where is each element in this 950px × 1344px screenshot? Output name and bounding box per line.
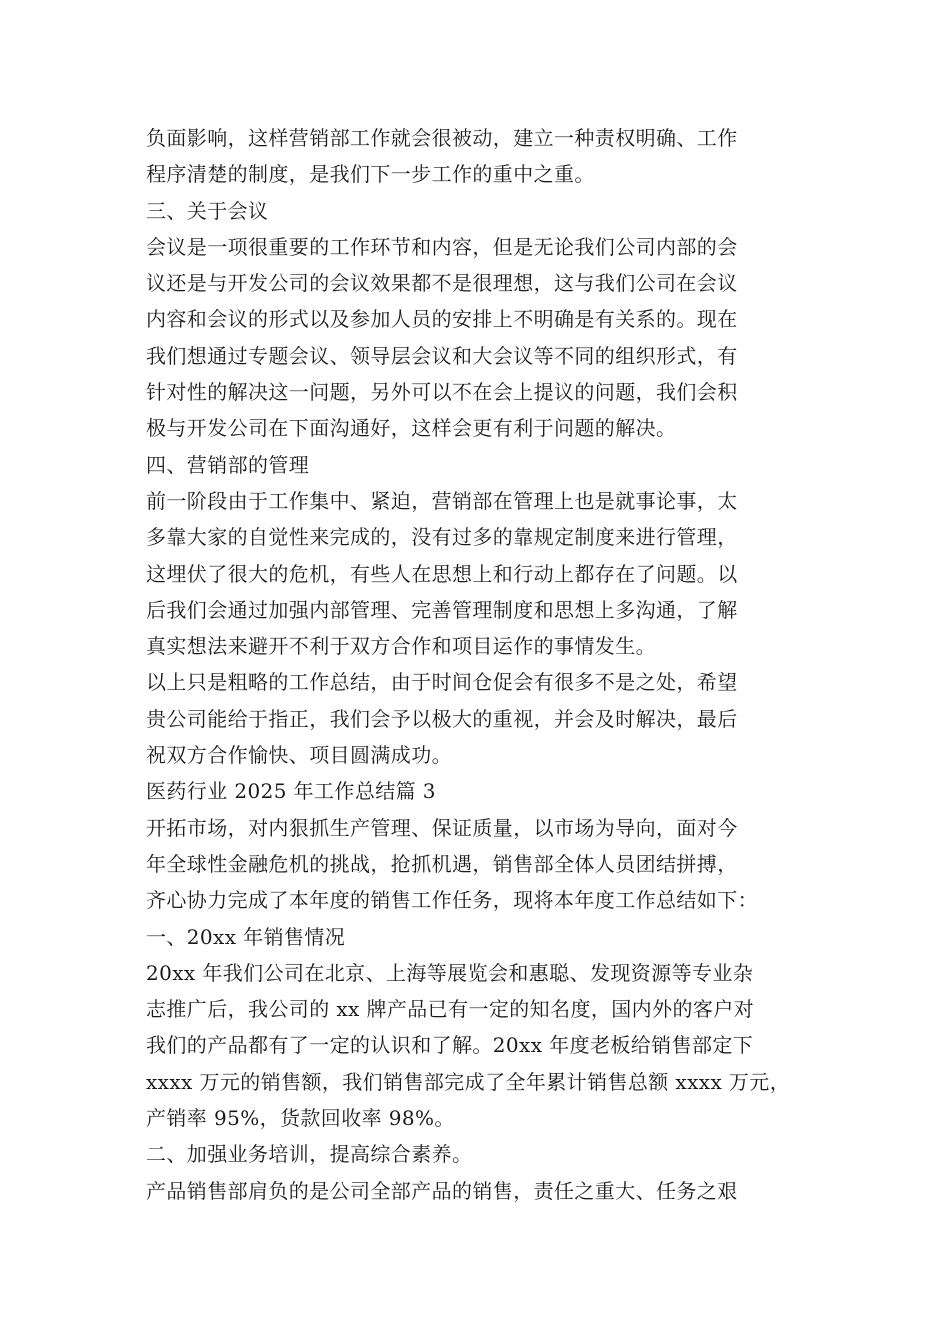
- section-heading: 三、关于会议: [146, 198, 269, 223]
- text-line: 负面影响，这样营销部工作就会很被动，建立一种责权明确、工作: [146, 126, 738, 150]
- section-heading: 四、营销部的管理: [146, 452, 310, 477]
- text-line: 齐心协力完成了本年度的销售工作任务，现将本年度工作总结如下：: [146, 888, 758, 913]
- text-line: 多靠大家的自觉性来完成的，没有过多的靠规定制度来进行管理，: [146, 525, 738, 550]
- text-line: 我们想通过专题会议、领导层会议和大会议等不同的组织形式，有: [146, 343, 738, 368]
- text-line: 这埋伏了很大的危机，有些人在思想上和行动上都存在了问题。以: [146, 561, 738, 586]
- text-line: 后我们会通过加强内部管理、完善管理制度和思想上多沟通，了解: [146, 597, 738, 622]
- document-body: [146, 120, 816, 1209]
- section-heading: 二、加强业务培训，提高综合素养。: [146, 1142, 473, 1167]
- text-line: 产销率 95%，货款回收率 98%。: [146, 1106, 455, 1131]
- text-line: 产品销售部肩负的是公司全部产品的销售，责任之重大、任务之艰: [146, 1178, 738, 1203]
- text-line: 针对性的解决这一问题，另外可以不在会上提议的问题，我们会积: [146, 380, 738, 405]
- text-line: xxxx 万元的销售额，我们销售部完成了全年累计销售总额 xxxx 万元，: [146, 1069, 791, 1094]
- text-line: 祝双方合作愉快、项目圆满成功。: [146, 743, 452, 768]
- text-line: 内容和会议的形式以及参加人员的安排上不明确是有关系的。现在: [146, 307, 738, 332]
- text-line: 程序清楚的制度，是我们下一步工作的重中之重。: [146, 162, 595, 187]
- text-line: 会议是一项很重要的工作环节和内容，但是无论我们公司内部的会: [146, 234, 738, 259]
- text-line: 极与开发公司在下面沟通好，这样会更有利于问题的解决。: [146, 416, 677, 441]
- text-line: 真实想法来避开不利于双方合作和项目运作的事情发生。: [146, 634, 656, 659]
- text-line: 贵公司能给于指正，我们会予以极大的重视，并会及时解决，最后: [146, 706, 738, 731]
- document-title: 医药行业 2025 年工作总结篇 3: [146, 779, 436, 804]
- text-line: 开拓市场，对内狠抓生产管理、保证质量，以市场为导向，面对今: [146, 815, 738, 840]
- text-line: 前一阶段由于工作集中、紧迫，营销部在管理上也是就事论事，太: [146, 488, 738, 513]
- text-line: 20xx 年我们公司在北京、上海等展览会和惠聪、发现资源等专业杂: [146, 960, 754, 985]
- text-line: 志推广后，我公司的 xx 牌产品已有一定的知名度，国内外的客户对: [146, 997, 755, 1022]
- text-line: 议还是与开发公司的会议效果都不是很理想，这与我们公司在会议: [146, 271, 738, 296]
- text-line: 以上只是粗略的工作总结，由于时间仓促会有很多不是之处，希望: [146, 670, 738, 695]
- text-line: 年全球性金融危机的挑战，抢抓机遇，销售部全体人员团结拼搏，: [146, 851, 738, 876]
- text-line: 我们的产品都有了一定的认识和了解。20xx 年度老板给销售部定下: [146, 1033, 754, 1058]
- section-heading: 一、20xx 年销售情况: [146, 924, 346, 949]
